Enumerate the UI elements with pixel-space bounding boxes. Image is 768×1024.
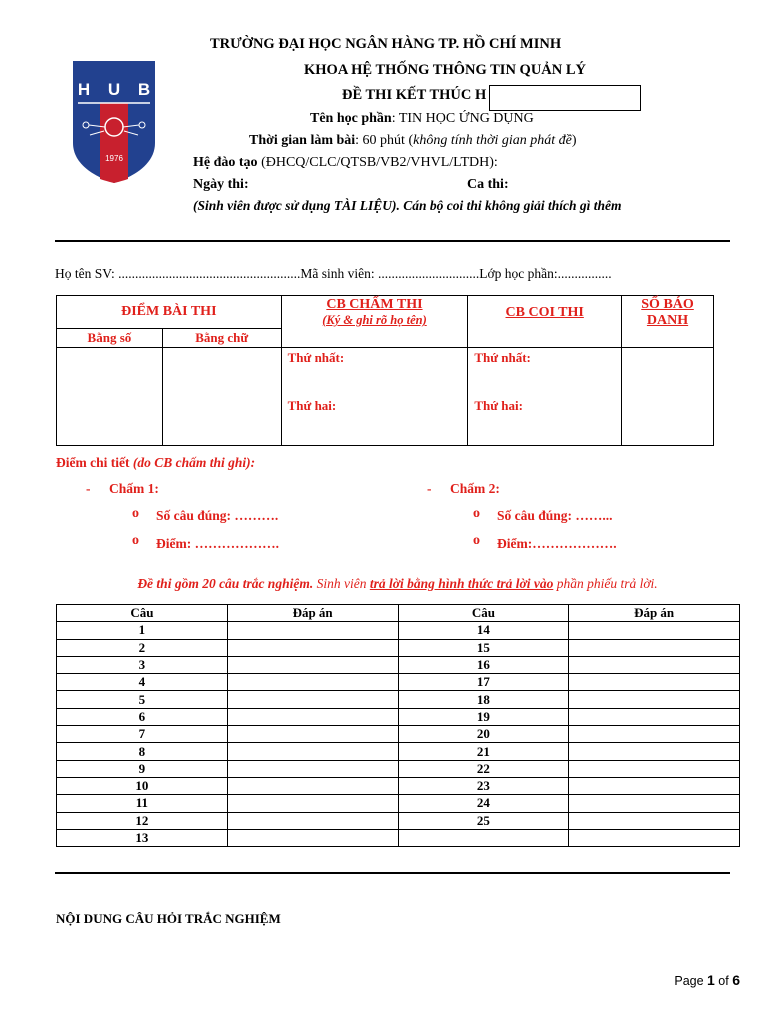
col-question-left: Câu — [57, 605, 228, 622]
table-row — [57, 656, 740, 673]
question-number-cell: 8 — [57, 743, 228, 760]
grade1-score: Điểm: ………………. — [156, 536, 279, 551]
of-word: of — [714, 974, 733, 988]
answer-cell[interactable] — [569, 674, 740, 691]
by-number-text: Bằng số — [87, 330, 132, 345]
grader-sub-text: (Ký & ghi rõ họ tên) — [322, 313, 427, 327]
col-answer-right: Đáp án — [569, 605, 740, 622]
instruction-part4: phần phiếu trả lời. — [553, 576, 658, 591]
question-number-cell: 6 — [57, 708, 228, 725]
score-word-cell[interactable] — [162, 348, 281, 446]
answer-cell[interactable] — [569, 726, 740, 743]
answer-cell[interactable] — [227, 639, 398, 656]
course-value: : TIN HỌC ỨNG DỤNG — [391, 111, 534, 126]
instruction-part1: Đề thi gồm 20 câu trắc nghiệm. — [137, 576, 314, 591]
exam-note: (Sinh viên được sử dụng TÀI LIỆU). Cán bộ coi thi không giải thích gì thêm — [193, 198, 622, 213]
table-row — [57, 726, 740, 743]
grade1-score-bullet: o — [132, 533, 139, 548]
question-number-cell: 21 — [398, 743, 569, 760]
page-word: Page — [674, 974, 708, 988]
answer-divider — [55, 872, 730, 874]
answer-cell[interactable] — [227, 795, 398, 812]
grade1-correct-bullet: o — [132, 506, 139, 521]
page-number: 1 — [707, 972, 715, 988]
answer-cell[interactable] — [227, 656, 398, 673]
university-name: TRƯỜNG ĐẠI HỌC NGÂN HÀNG TP. HỒ CHÍ MINH — [210, 36, 562, 52]
exam-title: ĐỀ THI KẾT THÚC H — [342, 87, 487, 103]
table-row — [57, 760, 740, 777]
program-value: (ĐHCQ/CLC/QTSB/VB2/VHVL/LTDH): — [257, 155, 498, 170]
program-label: Hệ đào tạo — [193, 155, 258, 170]
grade2-score: Điểm:………………. — [497, 536, 617, 551]
proctor-header — [468, 296, 622, 348]
col-question-right: Câu — [398, 605, 569, 622]
table-row — [57, 708, 740, 725]
grade2-score-bullet: o — [473, 533, 480, 548]
proctor-second-label: Thứ hai: — [474, 398, 523, 413]
instruction-part3: trả lời bằng hình thức trả lời vào — [369, 576, 554, 591]
table-row — [57, 795, 740, 812]
header-divider — [55, 240, 730, 242]
table-row — [57, 691, 740, 708]
sbd-header-text: SỐ BÁO DANH — [641, 297, 694, 328]
score-table — [56, 295, 714, 446]
question-number-cell: 13 — [57, 829, 228, 846]
grade1-dash: - — [86, 481, 91, 496]
logo-letter-b: B — [137, 80, 151, 99]
answer-cell[interactable] — [569, 708, 740, 725]
detail-title-note: (do CB chấm thi ghi): — [132, 455, 256, 470]
question-number-cell: 3 — [57, 656, 228, 673]
time-note: không tính thời gian phát đề — [413, 133, 572, 148]
answer-cell[interactable] — [227, 674, 398, 691]
table-row — [57, 674, 740, 691]
page-total: 6 — [732, 972, 740, 988]
detail-title-text: Điểm chi tiết — [56, 455, 130, 470]
question-number-cell: 4 — [57, 674, 228, 691]
question-number-cell: 15 — [398, 639, 569, 656]
answer-cell[interactable] — [227, 691, 398, 708]
table-row — [57, 622, 740, 639]
question-number-cell: 18 — [398, 691, 569, 708]
score-header — [57, 296, 282, 329]
question-number-cell: 2 — [57, 639, 228, 656]
answer-table-header-row — [57, 605, 740, 622]
question-number-cell: 12 — [57, 812, 228, 829]
answer-table — [56, 604, 740, 847]
faculty-name: KHOA HỆ THỐNG THÔNG TIN QUẢN LÝ — [304, 62, 586, 78]
instruction-part2: Sinh viên — [313, 576, 370, 591]
table-row — [57, 639, 740, 656]
table-row — [57, 812, 740, 829]
grade2-correct-bullet: o — [473, 506, 480, 521]
answer-table-body — [57, 622, 740, 847]
grade2-dash: - — [427, 481, 432, 496]
time-value: : 60 phút ( — [355, 133, 414, 148]
answer-cell[interactable] — [227, 760, 398, 777]
question-number-cell: 14 — [398, 622, 569, 639]
grade1-label: Chấm 1: — [109, 481, 159, 496]
time-label: Thời gian làm bài — [249, 133, 356, 148]
question-number-cell: 23 — [398, 777, 569, 794]
section-title: NỘI DUNG CÂU HỎI TRẮC NGHIỆM — [56, 911, 281, 926]
program-line — [193, 155, 498, 171]
question-number-cell: 5 — [57, 691, 228, 708]
question-number-cell: 22 — [398, 760, 569, 777]
question-number-cell: 25 — [398, 812, 569, 829]
by-word-text: Bằng chữ — [195, 330, 249, 345]
answer-cell[interactable] — [569, 639, 740, 656]
answer-cell[interactable] — [227, 812, 398, 829]
answer-cell[interactable] — [227, 708, 398, 725]
time-close: ) — [571, 133, 577, 148]
exam-date-label: Ngày thi: — [193, 177, 249, 192]
question-number-cell: 20 — [398, 726, 569, 743]
proctor-header-text: CB COI THI — [505, 305, 584, 320]
answer-cell[interactable] — [227, 777, 398, 794]
by-number-header — [57, 329, 163, 348]
answer-cell[interactable] — [569, 812, 740, 829]
logo-letter-u: U — [107, 80, 121, 99]
question-number-cell: 9 — [57, 760, 228, 777]
grade2-correct: Số câu đúng: ……... — [497, 508, 613, 523]
student-info-line: Họ tên SV: ......................................................Mã sinh viên: ..............................Lớp học phần:................ — [55, 266, 612, 281]
grade1-correct: Số câu đúng: ………. — [156, 508, 279, 523]
table-row — [57, 743, 740, 760]
question-number-cell: 24 — [398, 795, 569, 812]
answer-cell[interactable] — [227, 726, 398, 743]
answer-cell[interactable] — [227, 622, 398, 639]
answer-cell[interactable] — [569, 743, 740, 760]
course-line — [310, 111, 534, 127]
proctor-sign-cell[interactable] — [468, 348, 622, 446]
table-row — [57, 829, 740, 846]
answer-cell[interactable] — [569, 691, 740, 708]
answer-cell[interactable] — [569, 829, 740, 846]
answer-cell[interactable] — [569, 622, 740, 639]
logo-year: 1976 — [105, 154, 123, 163]
question-number-cell: 7 — [57, 726, 228, 743]
time-line — [249, 133, 577, 149]
question-number-cell: 11 — [57, 795, 228, 812]
question-number-cell: 16 — [398, 656, 569, 673]
detail-title — [56, 455, 255, 471]
course-label: Tên học phần — [310, 111, 392, 126]
exam-title-cover-box — [489, 85, 641, 111]
sbd-header — [622, 296, 714, 348]
question-number-cell: 1 — [57, 622, 228, 639]
by-word-header — [162, 329, 281, 348]
grader-second-label: Thứ hai: — [287, 398, 337, 413]
proctor-first-label: Thứ nhất: — [474, 350, 531, 365]
grader-header — [281, 296, 468, 348]
score-header-text: ĐIỂM BÀI THI — [121, 304, 217, 319]
grader-sign-cell[interactable] — [281, 348, 468, 446]
instruction-line — [56, 576, 739, 592]
exam-shift-label: Ca thi: — [467, 177, 509, 192]
table-row — [57, 777, 740, 794]
question-number-cell: 17 — [398, 674, 569, 691]
grade2-label: Chấm 2: — [450, 481, 500, 496]
logo-letter-h: H — [77, 80, 91, 99]
logo-shield-red — [100, 103, 128, 183]
hub-logo — [70, 55, 158, 185]
grader-first-label: Thứ nhất: — [287, 350, 345, 365]
answer-cell[interactable] — [569, 777, 740, 794]
question-number-cell — [398, 829, 569, 846]
question-number-cell: 19 — [398, 708, 569, 725]
sbd-cell[interactable] — [622, 348, 714, 446]
col-answer-left: Đáp án — [227, 605, 398, 622]
answer-cell[interactable] — [569, 795, 740, 812]
answer-cell[interactable] — [569, 656, 740, 673]
answer-cell[interactable] — [227, 829, 398, 846]
grader-header-text: CB CHẤM THI — [326, 297, 423, 312]
question-number-cell: 10 — [57, 777, 228, 794]
page-footer — [674, 972, 740, 988]
answer-cell[interactable] — [569, 760, 740, 777]
score-number-cell[interactable] — [57, 348, 163, 446]
answer-cell[interactable] — [227, 743, 398, 760]
